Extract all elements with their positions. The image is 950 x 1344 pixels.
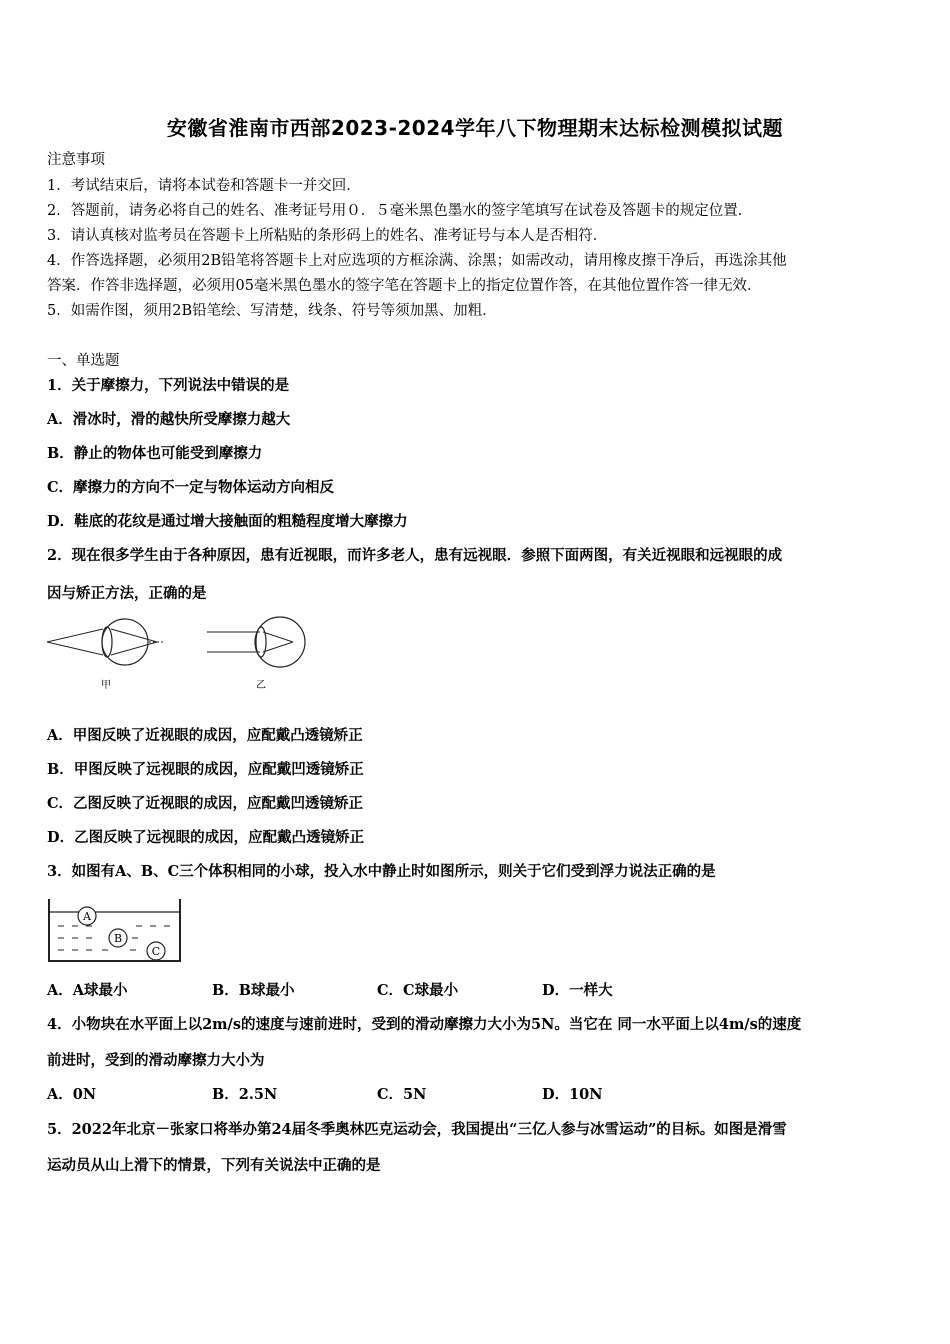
page-title: 安徽省淮南市西部2023-2024学年八下物理期末达标检测模拟试题	[166, 116, 784, 140]
q3-options-row	[47, 981, 907, 1001]
q1-option-b: B．静止的物体也可能受到摩擦力	[47, 445, 263, 462]
q1-option-a: A．滑冰时，滑的越快所受摩擦力越大	[47, 411, 291, 428]
q1-option-d: D．鞋底的花纹是通过增大接触面的粗糙程度增大摩擦力	[47, 513, 408, 530]
q4-option-d: D．10N	[542, 1086, 603, 1103]
ball-a-label: A	[83, 910, 91, 923]
note-item: 5．如需作图，须用2B铅笔绘、写清楚，线条、符号等须加黑、加粗．	[47, 303, 497, 319]
note-item: 1．考试结束后，请将本试卷和答题卡一并交回．	[47, 178, 361, 194]
q2-option-d: D．乙图反映了远视眼的成因，应配戴凸透镜矫正	[47, 829, 365, 846]
ball-b-label: B	[113, 932, 123, 945]
q1-option-c: C．摩擦力的方向不一定与物体运动方向相反	[47, 479, 335, 496]
q3-option-a: A．A球最小	[47, 982, 128, 999]
q3-option-c: C．C球最小	[377, 982, 459, 999]
question-5-stem: 5．2022年北京－张家口将举办第24届冬季奥林匹克运动会，我国提出“三亿人参与冰雪运动”的目标。如图是滑雪	[47, 1121, 787, 1138]
note-item: 答案．作答非选择题，必须用05毫米黑色墨水的签字笔在答题卡上的指定位置作答，在其他位置作答一律无效．	[47, 278, 762, 294]
q3-option-b: B．B球最小	[212, 982, 295, 999]
q4-options-row	[47, 1085, 907, 1105]
figure-label-jia: 甲	[101, 680, 111, 691]
question-4-stem: 4．小物块在水平面上以2m/s的速度与速前进时，受到的滑动摩擦力大小为5N。当它在 同一水平面上以4m/s的速度	[47, 1016, 802, 1033]
notes-heading: 注意事项	[47, 152, 105, 168]
ball-c-label: C	[151, 945, 161, 958]
q4-option-a: A．0N	[47, 1086, 97, 1103]
q2-option-a: A．甲图反映了近视眼的成因，应配戴凸透镜矫正	[47, 727, 363, 744]
question-4-stem-cont: 前进时，受到的滑动摩擦力大小为	[47, 1052, 265, 1069]
q2-option-b: B．甲图反映了远视眼的成因，应配戴凹透镜矫正	[47, 761, 364, 778]
note-item: 4．作答选择题，必须用2B铅笔将答题卡上对应选项的方框涂满、涂黑；如需改动，请用橡皮擦干净后，再选涂其他	[47, 253, 787, 269]
question-2-stem-cont: 因与矫正方法，正确的是	[47, 585, 207, 602]
figure-label-yi: 乙	[256, 680, 266, 691]
q3-option-d: D．一样大	[542, 982, 613, 999]
section-heading: 一、单选题	[47, 353, 120, 369]
question-2-stem: 2．现在很多学生由于各种原因，患有近视眼，而许多老人，患有远视眼．参照下面两图，有关近视眼和远视眼的成	[47, 547, 783, 564]
question-5-stem-cont: 运动员从山上滑下的情景，下列有关说法中正确的是	[47, 1157, 381, 1174]
note-item: 3．请认真核对监考员在答题卡上所粘贴的条形码上的姓名、准考证号与本人是否相符．	[47, 228, 608, 244]
q4-option-b: B．2.5N	[212, 1086, 278, 1103]
question-3-stem: 3．如图有A、B、C三个体积相同的小球，投入水中静止时如图所示，则关于它们受到浮力说法正确的是	[47, 863, 716, 880]
water-tank-diagram	[46, 896, 186, 966]
q2-option-c: C．乙图反映了近视眼的成因，应配戴凹透镜矫正	[47, 795, 364, 812]
q4-option-c: C．5N	[377, 1086, 427, 1103]
note-item: 2．答题前，请务必将自己的姓名、准考证号用０．５毫米黑色墨水的签字笔填写在试卷及答题卡的规定位置．	[47, 203, 753, 219]
question-1-stem: 1．关于摩擦力，下列说法中错误的是	[47, 377, 290, 394]
